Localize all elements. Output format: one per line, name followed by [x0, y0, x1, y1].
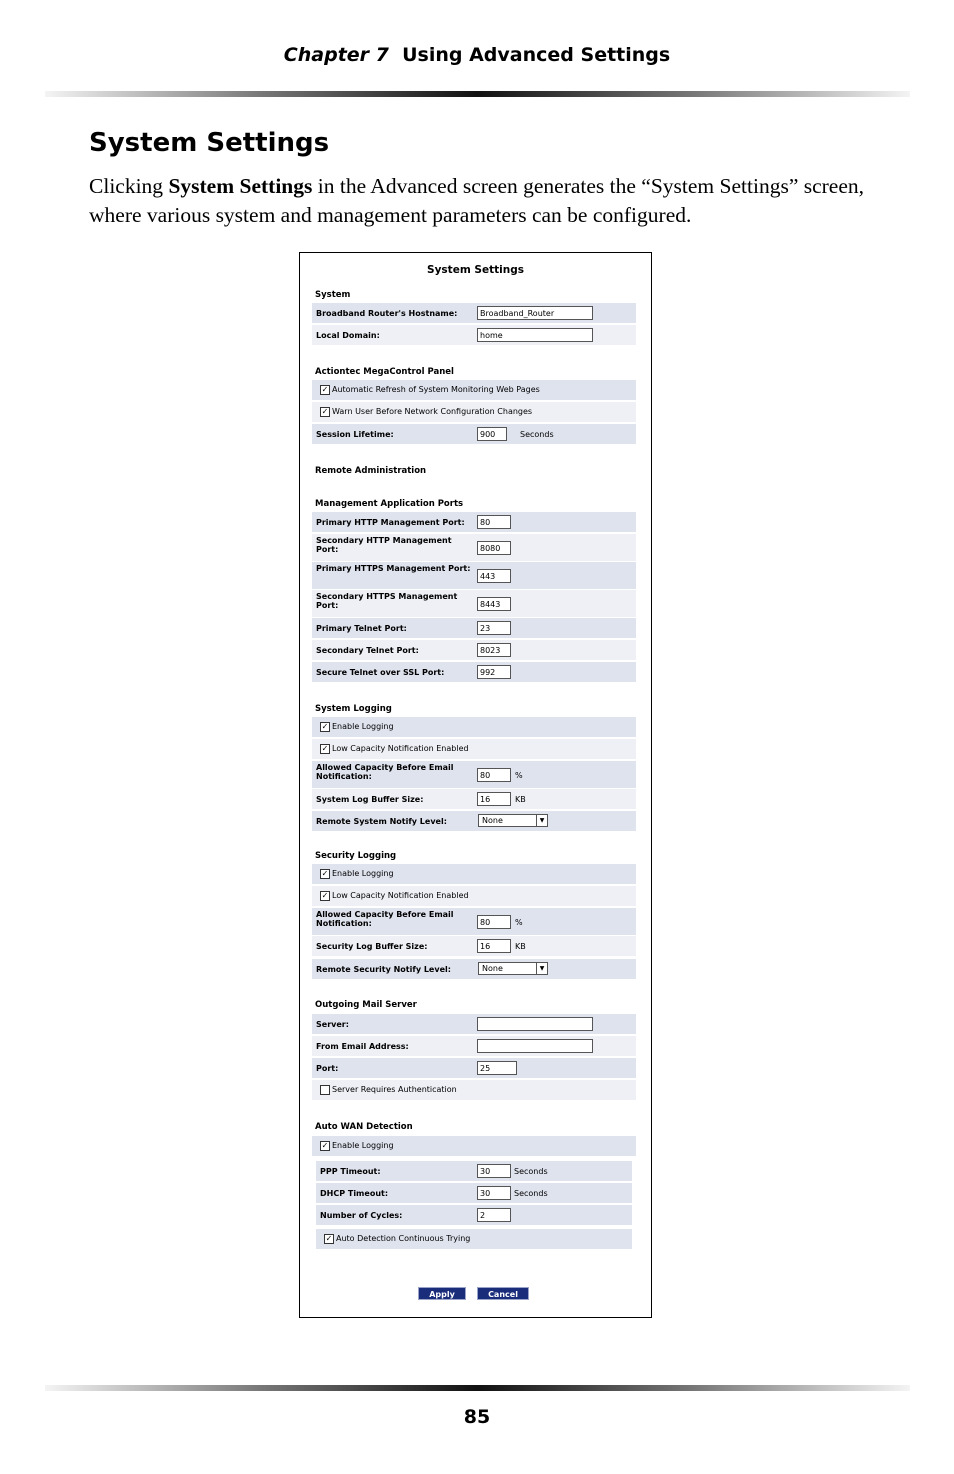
chevron-down-icon[interactable]: ▼ — [536, 963, 547, 974]
session-unit: Seconds — [520, 430, 554, 439]
wan-ppp-input[interactable]: 30 — [477, 1164, 511, 1178]
seclog-notify-row — [312, 959, 636, 980]
port-label: Secondary Telnet Port: — [316, 646, 419, 655]
port-row — [312, 662, 636, 683]
group-remote-admin: Remote Administration — [315, 466, 427, 476]
port-input[interactable]: 80 — [477, 515, 511, 529]
port-row — [312, 534, 636, 562]
wan-cycles-label: Number of Cycles: — [320, 1211, 403, 1220]
mail-server-row — [312, 1014, 636, 1035]
wan-dhcp-input[interactable]: 30 — [477, 1186, 511, 1200]
auto-refresh-row — [312, 380, 636, 401]
syslog-buffer-row — [312, 789, 636, 810]
mail-from-label: From Email Address: — [316, 1042, 409, 1051]
mail-auth-label: Server Requires Authentication — [332, 1085, 457, 1094]
port-input[interactable]: 8023 — [477, 643, 511, 657]
seclog-buffer-row — [312, 936, 636, 957]
seclog-enable-checkbox[interactable]: ✓ — [321, 869, 329, 878]
warn-user-checkbox[interactable]: ✓ — [321, 407, 329, 416]
wan-dhcp-unit: Seconds — [514, 1189, 548, 1198]
session-row — [312, 424, 636, 445]
seclog-notify-select[interactable] — [478, 962, 548, 975]
wan-ppp-label: PPP Timeout: — [320, 1167, 381, 1176]
mail-server-label: Server: — [316, 1020, 349, 1029]
syslog-buffer-unit: KB — [515, 795, 526, 804]
wan-cycles-row — [316, 1205, 632, 1226]
intro-bold: System Settings — [168, 174, 313, 198]
syslog-capacity-label: Allowed Capacity Before Email Notification: — [316, 763, 454, 781]
seclog-capacity-label: Allowed Capacity Before Email Notification: — [316, 910, 454, 928]
warn-user-row — [312, 402, 636, 423]
group-mail: Outgoing Mail Server — [315, 1000, 417, 1010]
apply-button[interactable]: Apply — [418, 1287, 466, 1300]
syslog-notify-select[interactable] — [478, 814, 548, 827]
footer-rule — [45, 1385, 910, 1391]
domain-label: Local Domain: — [316, 331, 380, 340]
intro-text-2: in the Advanced screen generates the “System Settings” screen, where various system and management parameters can be configured. — [89, 174, 865, 227]
running-header — [0, 44, 954, 66]
wan-enable-label: Enable Logging — [332, 1141, 394, 1150]
seclog-lowcap-checkbox[interactable]: ✓ — [321, 891, 329, 900]
seclog-lowcap-label: Low Capacity Notification Enabled — [332, 891, 469, 900]
session-input[interactable]: 900 — [477, 427, 507, 441]
mail-server-input[interactable] — [477, 1017, 593, 1031]
group-security-logging: Security Logging — [315, 851, 397, 861]
syslog-notify-row — [312, 811, 636, 832]
warn-user-label: Warn User Before Network Configuration Changes — [332, 407, 533, 416]
seclog-buffer-input[interactable]: 16 — [477, 939, 511, 953]
chapter-label: Chapter 7 — [283, 44, 389, 66]
port-input[interactable]: 23 — [477, 621, 511, 635]
syslog-buffer-input[interactable]: 16 — [477, 792, 511, 806]
header-rule — [45, 91, 910, 97]
seclog-notify-label: Remote Security Notify Level: — [316, 965, 451, 974]
port-label: Primary Telnet Port: — [316, 624, 407, 633]
port-input[interactable]: 8443 — [477, 597, 511, 611]
auto-refresh-checkbox[interactable]: ✓ — [321, 385, 329, 394]
seclog-lowcap-row — [312, 886, 636, 907]
syslog-lowcap-row — [312, 739, 636, 760]
seclog-capacity-row — [312, 908, 636, 936]
port-input[interactable]: 443 — [477, 569, 511, 583]
chevron-down-icon[interactable]: ▼ — [536, 815, 547, 826]
wan-continuous-row — [316, 1229, 632, 1250]
cancel-button[interactable]: Cancel — [477, 1287, 529, 1300]
syslog-notify-label: Remote System Notify Level: — [316, 817, 447, 826]
section-title: System Settings — [89, 128, 330, 158]
syslog-enable-label: Enable Logging — [332, 722, 394, 731]
chapter-title: Using Advanced Settings — [402, 44, 671, 66]
mail-port-input[interactable]: 25 — [477, 1061, 517, 1075]
syslog-enable-checkbox[interactable]: ✓ — [321, 722, 329, 731]
intro-text-1: Clicking — [89, 174, 169, 198]
port-row — [312, 512, 636, 533]
port-row — [312, 640, 636, 661]
port-row — [312, 562, 636, 590]
group-megacontrol: Actiontec MegaControl Panel — [315, 367, 454, 377]
wan-dhcp-label: DHCP Timeout: — [320, 1189, 389, 1198]
syslog-capacity-input[interactable]: 80 — [477, 768, 511, 782]
port-label: Primary HTTPS Management Port: — [316, 564, 471, 573]
mail-auth-row — [312, 1080, 636, 1101]
seclog-buffer-label: Security Log Buffer Size: — [316, 942, 428, 951]
page-number: 85 — [463, 1406, 491, 1428]
syslog-buffer-label: System Log Buffer Size: — [316, 795, 424, 804]
syslog-enable-row — [312, 717, 636, 738]
hostname-input[interactable]: Broadband_Router — [477, 306, 593, 320]
port-label: Secondary HTTP Management Port: — [316, 536, 452, 554]
port-label: Primary HTTP Management Port: — [316, 518, 465, 527]
screen-title: System Settings — [427, 264, 524, 276]
seclog-enable-row — [312, 864, 636, 885]
mail-from-input[interactable] — [477, 1039, 593, 1053]
mail-auth-checkbox[interactable] — [320, 1085, 330, 1095]
domain-input[interactable]: home — [477, 328, 593, 342]
group-wan: Auto WAN Detection — [315, 1122, 413, 1132]
mail-port-row — [312, 1058, 636, 1079]
domain-row — [312, 325, 636, 346]
auto-refresh-label: Automatic Refresh of System Monitoring Web Pages — [332, 385, 540, 394]
port-row — [312, 618, 636, 639]
syslog-capacity-unit: % — [515, 771, 523, 780]
wan-enable-row — [312, 1136, 636, 1157]
hostname-row — [312, 303, 636, 324]
syslog-lowcap-label: Low Capacity Notification Enabled — [332, 744, 469, 753]
intro-paragraph — [89, 172, 879, 230]
syslog-lowcap-checkbox[interactable]: ✓ — [321, 744, 329, 753]
wan-continuous-checkbox[interactable]: ✓ — [325, 1234, 333, 1243]
port-label: Secure Telnet over SSL Port: — [316, 668, 445, 677]
seclog-capacity-unit: % — [515, 918, 523, 927]
seclog-buffer-unit: KB — [515, 942, 526, 951]
seclog-notify-value: None — [482, 964, 503, 973]
syslog-notify-value: None — [482, 816, 503, 825]
wan-dhcp-row — [316, 1183, 632, 1204]
wan-cycles-input[interactable]: 2 — [477, 1208, 511, 1222]
port-input[interactable]: 8080 — [477, 541, 511, 555]
mail-port-label: Port: — [316, 1064, 339, 1073]
group-system: System — [315, 290, 351, 300]
port-row — [312, 590, 636, 618]
wan-continuous-label: Auto Detection Continuous Trying — [336, 1234, 471, 1243]
group-system-logging: System Logging — [315, 704, 392, 714]
system-settings-screenshot — [299, 252, 652, 1318]
port-input[interactable]: 992 — [477, 665, 511, 679]
hostname-label: Broadband Router's Hostname: — [316, 309, 458, 318]
port-label: Secondary HTTPS Management Port: — [316, 592, 458, 610]
wan-enable-checkbox[interactable]: ✓ — [321, 1141, 329, 1150]
group-mgmt-ports: Management Application Ports — [315, 499, 464, 509]
wan-ppp-row — [316, 1161, 632, 1182]
mail-from-row — [312, 1036, 636, 1057]
seclog-capacity-input[interactable]: 80 — [477, 915, 511, 929]
syslog-capacity-row — [312, 761, 636, 789]
seclog-enable-label: Enable Logging — [332, 869, 394, 878]
wan-ppp-unit: Seconds — [514, 1167, 548, 1176]
session-label: Session Lifetime: — [316, 430, 394, 439]
